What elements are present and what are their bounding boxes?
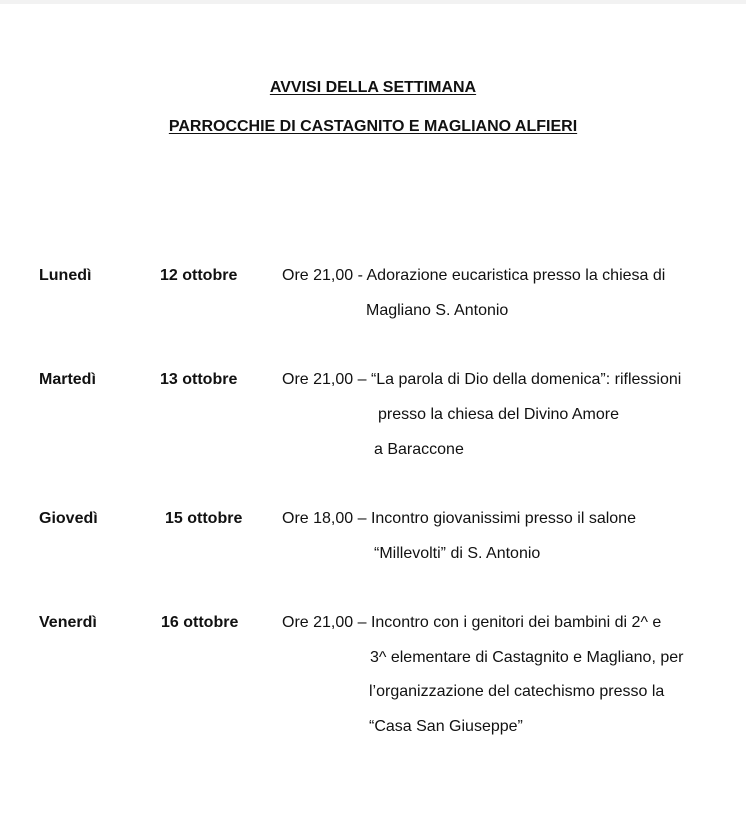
event-detail-line: 3^ elementare di Castagnito e Magliano, per — [370, 649, 684, 666]
top-edge-strip — [0, 0, 746, 4]
event-date: 12 ottobre — [160, 267, 238, 284]
event-detail-line: “Casa San Giuseppe” — [369, 718, 523, 735]
event-detail-line: Ore 21,00 - Adorazione eucaristica presso la chiesa di — [282, 267, 666, 284]
event-detail-line: presso la chiesa del Divino Amore — [378, 406, 620, 423]
event-day: Martedì — [39, 371, 96, 388]
event-detail-line: Magliano S. Antonio — [366, 302, 509, 319]
event-date: 13 ottobre — [160, 371, 238, 388]
page-subtitle: PARROCCHIE DI CASTAGNITO E MAGLIANO ALFIERI — [168, 118, 578, 135]
event-detail-line: a Baraccone — [374, 441, 464, 458]
event-detail-line: l’organizzazione del catechismo presso la — [369, 683, 665, 700]
event-detail-line: “Millevolti” di S. Antonio — [374, 545, 541, 562]
event-day: Giovedì — [39, 510, 98, 527]
event-date: 16 ottobre — [161, 614, 239, 631]
event-detail-line: Ore 18,00 – Incontro giovanissimi presso il salone — [282, 510, 636, 527]
event-date: 15 ottobre — [165, 510, 243, 527]
event-day: Lunedì — [39, 267, 92, 284]
event-detail-line: Ore 21,00 – “La parola di Dio della domenica”: riflessioni — [282, 371, 682, 388]
page-title: AVVISI DELLA SETTIMANA — [269, 79, 477, 96]
event-day: Venerdì — [39, 614, 97, 631]
event-detail-line: Ore 21,00 – Incontro con i genitori dei bambini di 2^ e — [282, 614, 662, 631]
